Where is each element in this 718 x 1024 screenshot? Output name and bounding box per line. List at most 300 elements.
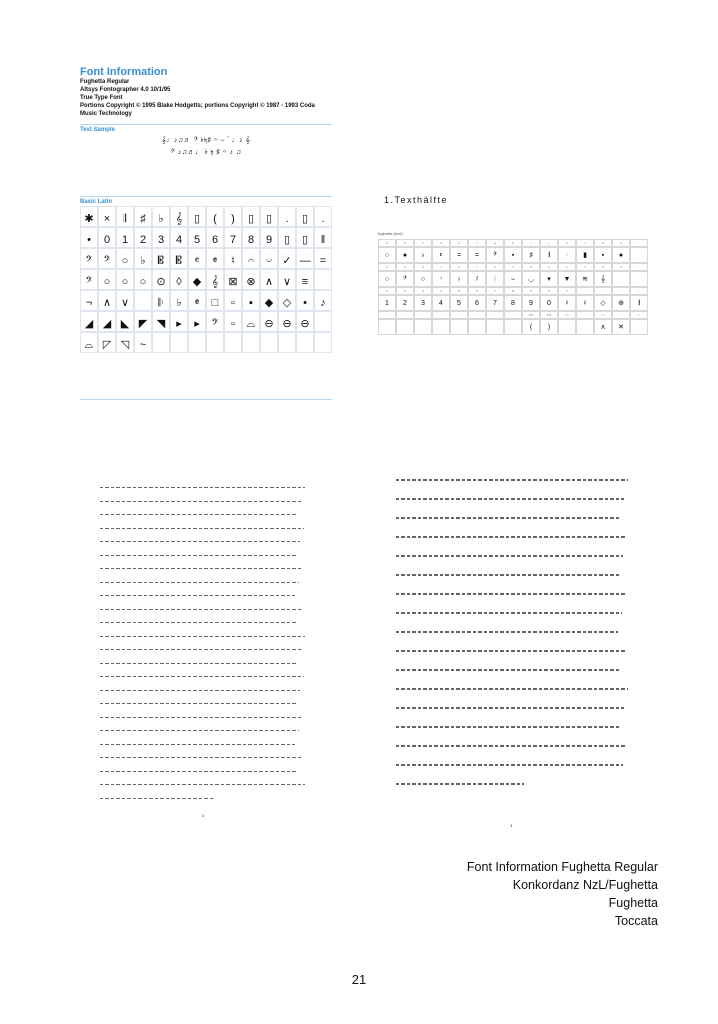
- text-line: [100, 636, 305, 637]
- glyph: 𝄡: [157, 255, 165, 267]
- glyph-cell: [188, 332, 206, 353]
- text-line: [396, 574, 619, 576]
- glyph: ♭: [158, 213, 164, 225]
- font-creator: Altsys Fontographer 4.0 10/1/95: [80, 87, 171, 93]
- texthaelfte-label: 1.Texthälfte: [384, 195, 449, 205]
- table-cell: d: [432, 239, 450, 247]
- glyph-cell: [170, 248, 188, 269]
- glyph-cell: [206, 332, 224, 353]
- glyph: 𝄡: [175, 255, 183, 267]
- glyph: ▸: [194, 318, 200, 330]
- table-cell: ▮: [576, 247, 594, 263]
- text-line: [100, 663, 297, 664]
- glyph-cell: [296, 290, 314, 311]
- page-number: 21: [351, 972, 367, 987]
- text-sample-line-2: 𝄢 ♪♫♬♩ ♭ ♮ ♯ 𝄐 ♪ ♫: [170, 149, 242, 156]
- glyph-text-page-right: [396, 465, 636, 828]
- table-cell: <>: [558, 311, 576, 319]
- glyph: 5: [193, 234, 201, 246]
- text-line: [396, 688, 628, 690]
- text-line: [100, 757, 302, 758]
- glyph-cell: [188, 269, 206, 290]
- table-cell: 𝄅: [558, 247, 576, 263]
- table-cell: 8: [504, 287, 522, 295]
- glyph: ✱: [84, 213, 94, 225]
- glyph-cell: [134, 206, 152, 227]
- glyph: 𝄞: [175, 213, 183, 225]
- table-cell: [486, 311, 504, 319]
- glyph-cell: [152, 290, 170, 311]
- glyph: ◆: [264, 297, 274, 309]
- glyph: 2: [139, 234, 147, 246]
- glyph-cell: [242, 248, 260, 269]
- table-cell: ≋: [576, 271, 594, 287]
- glyph-cell: [116, 290, 134, 311]
- table-cell: f: [468, 239, 486, 247]
- glyph-cell: [296, 269, 314, 290]
- font-info-meta: [80, 78, 332, 118]
- glyph-cell: [314, 290, 332, 311]
- glyph-cell: [314, 269, 332, 290]
- glyph: 𝄴: [194, 255, 200, 267]
- glyph-cell: [98, 290, 116, 311]
- glyph: ♭: [176, 297, 182, 309]
- table-cell: 5: [450, 295, 468, 311]
- glyph-cell: [314, 248, 332, 269]
- text-line: [396, 631, 618, 633]
- table-cell: 1: [378, 295, 396, 311]
- glyph: ✓: [282, 255, 292, 267]
- glyph-cell: [80, 269, 98, 290]
- glyph-cell: [134, 290, 152, 311]
- glyph-cell: [278, 290, 296, 311]
- glyph-cell: [296, 227, 314, 248]
- glyph: 8: [247, 234, 255, 246]
- text-line: [100, 676, 304, 677]
- font-information-panel: [80, 66, 332, 400]
- glyph: .: [285, 213, 289, 225]
- caption-line-4: Toccata: [614, 914, 658, 928]
- glyph-cell: [242, 332, 260, 353]
- glyph-cell: [188, 206, 206, 227]
- glyph: ○: [121, 276, 129, 288]
- table-cell: 𝄢: [486, 247, 504, 263]
- glyph: ≡: [301, 276, 309, 288]
- glyph: ♯: [140, 213, 146, 225]
- glyph-cell: [188, 290, 206, 311]
- glyph-cell: [242, 269, 260, 290]
- table-cell: ♯: [522, 247, 540, 263]
- glyph-cell: [314, 206, 332, 227]
- table-cell: 𝄂: [630, 295, 648, 311]
- glyph-cell: [188, 248, 206, 269]
- glyph: ∧: [264, 276, 274, 288]
- glyph: 𝄐: [247, 255, 255, 267]
- glyph-cell: [152, 248, 170, 269]
- glyph: •: [87, 234, 91, 246]
- table-cell: 𝄀: [486, 271, 504, 287]
- table-cell: ✕: [612, 319, 630, 335]
- glyph: ¬: [85, 297, 93, 309]
- glyph-cell: [170, 227, 188, 248]
- glyph-cell: [80, 227, 98, 248]
- text-line: [100, 622, 298, 623]
- glyph-cell: [116, 206, 134, 227]
- texthaelfte-caption: fughetta (text): [378, 231, 403, 236]
- right-page-number: 3: [510, 823, 513, 828]
- text-line: [396, 783, 524, 785]
- text-line: [100, 487, 305, 488]
- glyph-cell: [206, 206, 224, 227]
- glyph: ◢: [102, 318, 112, 330]
- text-line: [100, 582, 299, 583]
- text-line: [100, 555, 296, 556]
- basic-latin-glyph-grid: [80, 206, 332, 353]
- table-cell: [414, 319, 432, 335]
- glyph: ⌓: [246, 318, 256, 330]
- glyph: ▯: [193, 213, 201, 225]
- glyph: 𝄑: [265, 255, 273, 267]
- table-cell: ◇: [594, 295, 612, 311]
- table-cell: n: [612, 239, 630, 247]
- glyph-cell: [296, 332, 314, 353]
- glyph: 𝄵: [212, 255, 218, 267]
- text-line: [396, 650, 625, 652]
- glyph: 𝄢: [103, 255, 111, 267]
- glyph-cell: [314, 227, 332, 248]
- glyph-cell: [260, 269, 278, 290]
- text-line: [100, 649, 301, 650]
- glyph-cell: [296, 311, 314, 332]
- glyph: =: [319, 255, 327, 267]
- glyph-cell: [242, 311, 260, 332]
- glyph: ⊖: [264, 318, 274, 330]
- glyph: ◇: [282, 297, 292, 309]
- table-cell: 𝅀: [468, 271, 486, 287]
- glyph: (: [213, 213, 217, 225]
- table-cell: [594, 287, 612, 295]
- text-line: [396, 517, 620, 519]
- glyph-cell: [116, 311, 134, 332]
- glyph-cell: [170, 332, 188, 353]
- glyph: ⊖: [282, 318, 292, 330]
- table-cell: [450, 319, 468, 335]
- table-cell: ö: [612, 263, 630, 271]
- table-cell: q: [414, 263, 432, 271]
- table-cell: w: [522, 263, 540, 271]
- table-cell: ◡: [522, 271, 540, 287]
- glyph-cell: [170, 269, 188, 290]
- figure-caption: [467, 858, 658, 930]
- table-cell: ●: [396, 247, 414, 263]
- glyph-cell: [278, 269, 296, 290]
- table-cell: 1: [378, 287, 396, 295]
- glyph: 𝄆: [158, 297, 164, 309]
- glyph-cell: [98, 227, 116, 248]
- glyph: ◸: [102, 339, 112, 351]
- table-cell: 𝄽: [558, 295, 576, 311]
- glyph: ⊗: [246, 276, 256, 288]
- glyph-cell: [278, 248, 296, 269]
- glyph-cell: [152, 227, 170, 248]
- glyph: ~: [139, 339, 147, 351]
- glyph-cell: [116, 227, 134, 248]
- font-type: True Type Font: [80, 95, 123, 101]
- glyph-cell: [80, 290, 98, 311]
- table-cell: 3: [414, 295, 432, 311]
- table-cell: 𝄢: [396, 271, 414, 287]
- glyph-cell: [260, 332, 278, 353]
- table-cell: m: [594, 239, 612, 247]
- text-line: [396, 764, 623, 766]
- glyph-cell: [296, 206, 314, 227]
- glyph-cell: [170, 290, 188, 311]
- table-cell: 3: [414, 287, 432, 295]
- glyph-cell: [134, 332, 152, 353]
- glyph-cell: [98, 206, 116, 227]
- glyph: ⌓: [84, 339, 94, 351]
- text-line: [100, 514, 297, 515]
- panel-bottom-rule: [80, 399, 332, 400]
- glyph-cell: [278, 227, 296, 248]
- glyph: 𝄞: [211, 276, 219, 288]
- glyph-cell: [188, 227, 206, 248]
- glyph-cell: [206, 269, 224, 290]
- left-page-number: 3: [202, 813, 205, 818]
- glyph-cell: [260, 227, 278, 248]
- table-cell: [630, 271, 648, 287]
- table-cell: _: [630, 287, 648, 295]
- glyph: ▯: [301, 234, 309, 246]
- glyph: ♭: [140, 255, 146, 267]
- glyph-cell: [260, 311, 278, 332]
- font-name: Fughetta Regular: [80, 79, 130, 85]
- table-cell: 4: [432, 287, 450, 295]
- glyph: ∨: [120, 297, 130, 309]
- glyph: 𝄢: [211, 318, 219, 330]
- table-cell: ○: [414, 271, 432, 287]
- table-cell: 0: [540, 295, 558, 311]
- glyph-cell: [188, 311, 206, 332]
- glyph: ○: [121, 255, 129, 267]
- table-cell: [630, 247, 648, 263]
- table-cell: 6: [468, 287, 486, 295]
- glyph-cell: [134, 227, 152, 248]
- text-sample-line-1: 𝄞♩♪♫♬ 𝄢 ♭♮♯ 𝄐 𝄑 𝄒 ♩♪ 𝄞: [161, 137, 251, 144]
- text-line: [100, 717, 303, 718]
- caption-line-3: Fughetta: [608, 896, 658, 910]
- glyph: 6: [211, 234, 219, 246]
- glyph: 4: [175, 234, 183, 246]
- glyph: ◤: [138, 318, 148, 330]
- font-copyright-cont: Music Technology: [80, 111, 132, 117]
- glyph: —: [299, 255, 311, 267]
- font-copyright: Portions Copyright © 1995 Blake Hodgetts; portions Copyright © 1987 - 1993 Coda: [80, 103, 315, 109]
- glyph-cell: [98, 248, 116, 269]
- glyph: 𝄂: [123, 213, 127, 225]
- table-cell: y: [558, 263, 576, 271]
- glyph-cell: [116, 332, 134, 353]
- table-cell: ä: [594, 263, 612, 271]
- glyph-cell: [260, 290, 278, 311]
- table-cell: r: [432, 263, 450, 271]
- table-cell: l: [576, 239, 594, 247]
- table-cell: ○: [378, 247, 396, 263]
- table-cell: 𝄴: [432, 247, 450, 263]
- table-cell: 5: [450, 287, 468, 295]
- table-cell: 𝄿: [450, 271, 468, 287]
- text-line: [396, 536, 627, 538]
- glyph-cell: [224, 332, 242, 353]
- text-line: [100, 595, 295, 596]
- glyph-cell: [98, 269, 116, 290]
- glyph: ∧: [102, 297, 112, 309]
- table-cell: < >: [594, 311, 612, 319]
- table-cell: [612, 271, 630, 287]
- glyph-cell: [98, 332, 116, 353]
- glyph: 3: [157, 234, 165, 246]
- table-cell: o: [378, 263, 396, 271]
- table-cell: j: [540, 239, 558, 247]
- caption-line-1: Font Information Fughetta Regular: [466, 860, 658, 874]
- text-line: [396, 498, 624, 500]
- table-cell: 2: [396, 295, 414, 311]
- table-cell: [504, 311, 522, 319]
- table-cell: [486, 319, 504, 335]
- glyph: 𝄵: [194, 297, 200, 309]
- table-cell: [450, 311, 468, 319]
- glyph: ▯: [247, 213, 255, 225]
- table-cell: [432, 311, 450, 319]
- table-cell: 9: [522, 287, 540, 295]
- text-line: [100, 744, 295, 745]
- glyph-cell: [260, 206, 278, 227]
- glyph-cell: [98, 311, 116, 332]
- glyph: ◹: [120, 339, 130, 351]
- glyph: ◢: [84, 318, 94, 330]
- table-cell: 𝄂: [540, 247, 558, 263]
- glyph-cell: [224, 311, 242, 332]
- table-cell: ▪: [504, 247, 522, 263]
- glyph-cell: [134, 248, 152, 269]
- table-cell: ?: [558, 287, 576, 295]
- text-line: [100, 798, 213, 799]
- table-cell: /: [630, 311, 648, 319]
- table-cell: [630, 319, 648, 335]
- table-cell: 0: [540, 287, 558, 295]
- glyph: ♮: [231, 255, 235, 267]
- table-cell: v: [504, 263, 522, 271]
- text-line: [100, 541, 300, 542]
- texthaelfte-table-panel: [378, 231, 648, 401]
- table-cell: ▼: [558, 271, 576, 287]
- glyph: ○: [103, 276, 111, 288]
- glyph: ▪: [249, 297, 253, 309]
- table-cell: 𝄾: [432, 271, 450, 287]
- glyph: ⊠: [228, 276, 238, 288]
- glyph-text-page-left: [100, 475, 312, 818]
- table-cell: x: [540, 263, 558, 271]
- text-line: [396, 669, 621, 671]
- table-cell: z: [576, 263, 594, 271]
- table-cell: ): [540, 319, 558, 335]
- table-cell: 7: [486, 295, 504, 311]
- text-line: [396, 612, 622, 614]
- table-cell: 8: [504, 295, 522, 311]
- glyph: 7: [229, 234, 237, 246]
- text-line: [100, 568, 303, 569]
- table-cell: [558, 319, 576, 335]
- table-cell: =: [468, 247, 486, 263]
- table-cell: ♭: [414, 247, 432, 263]
- glyph: ∨: [282, 276, 292, 288]
- text-sample-heading: Text Sample: [80, 124, 332, 133]
- table-cell: 2: [396, 287, 414, 295]
- glyph-cell: [206, 227, 224, 248]
- table-cell: ●: [612, 247, 630, 263]
- glyph-cell: [314, 332, 332, 353]
- glyph-cell: [80, 206, 98, 227]
- table-cell: [630, 263, 648, 271]
- glyph-cell: [224, 290, 242, 311]
- glyph-cell: [152, 206, 170, 227]
- glyph-cell: [206, 311, 224, 332]
- table-cell: ▪: [594, 247, 612, 263]
- glyph-cell: [242, 227, 260, 248]
- table-cell: u: [486, 263, 504, 271]
- glyph-cell: [80, 311, 98, 332]
- text-line: [396, 479, 628, 481]
- table-cell: [576, 319, 594, 335]
- table-cell: [396, 319, 414, 335]
- glyph: ⊖: [300, 318, 310, 330]
- text-line: [100, 528, 304, 529]
- glyph-cell: [134, 311, 152, 332]
- text-line: [100, 730, 299, 731]
- glyph: ♪: [320, 297, 326, 309]
- table-cell: 9: [522, 295, 540, 311]
- glyph-cell: [260, 248, 278, 269]
- table-cell: g: [486, 239, 504, 247]
- table-cell: [576, 287, 594, 295]
- table-cell: ∧: [594, 319, 612, 335]
- basic-latin-heading: Basic Latin: [80, 196, 332, 205]
- glyph: ◥: [156, 318, 166, 330]
- glyph-cell: [152, 332, 170, 353]
- glyph-cell: [314, 311, 332, 332]
- text-line: [396, 707, 624, 709]
- table-cell: 6: [468, 295, 486, 311]
- glyph: 𝄢: [85, 255, 93, 267]
- glyph-cell: [152, 311, 170, 332]
- table-cell: c: [414, 239, 432, 247]
- glyph: ◣: [120, 318, 130, 330]
- font-info-title: Font Information: [80, 66, 168, 78]
- glyph-cell: [224, 206, 242, 227]
- text-line: [396, 745, 627, 747]
- table-cell: =: [450, 247, 468, 263]
- glyph-cell: [278, 206, 296, 227]
- text-line: [396, 593, 626, 595]
- table-cell: [630, 239, 648, 247]
- table-cell: 7: [486, 287, 504, 295]
- caption-line-2: Konkordanz NzL/Fughetta: [512, 878, 658, 892]
- glyph: ▸: [176, 318, 182, 330]
- glyph-cell: [80, 332, 98, 353]
- glyph: .: [321, 213, 325, 225]
- table-cell: ⊕: [612, 295, 630, 311]
- table-cell: [396, 311, 414, 319]
